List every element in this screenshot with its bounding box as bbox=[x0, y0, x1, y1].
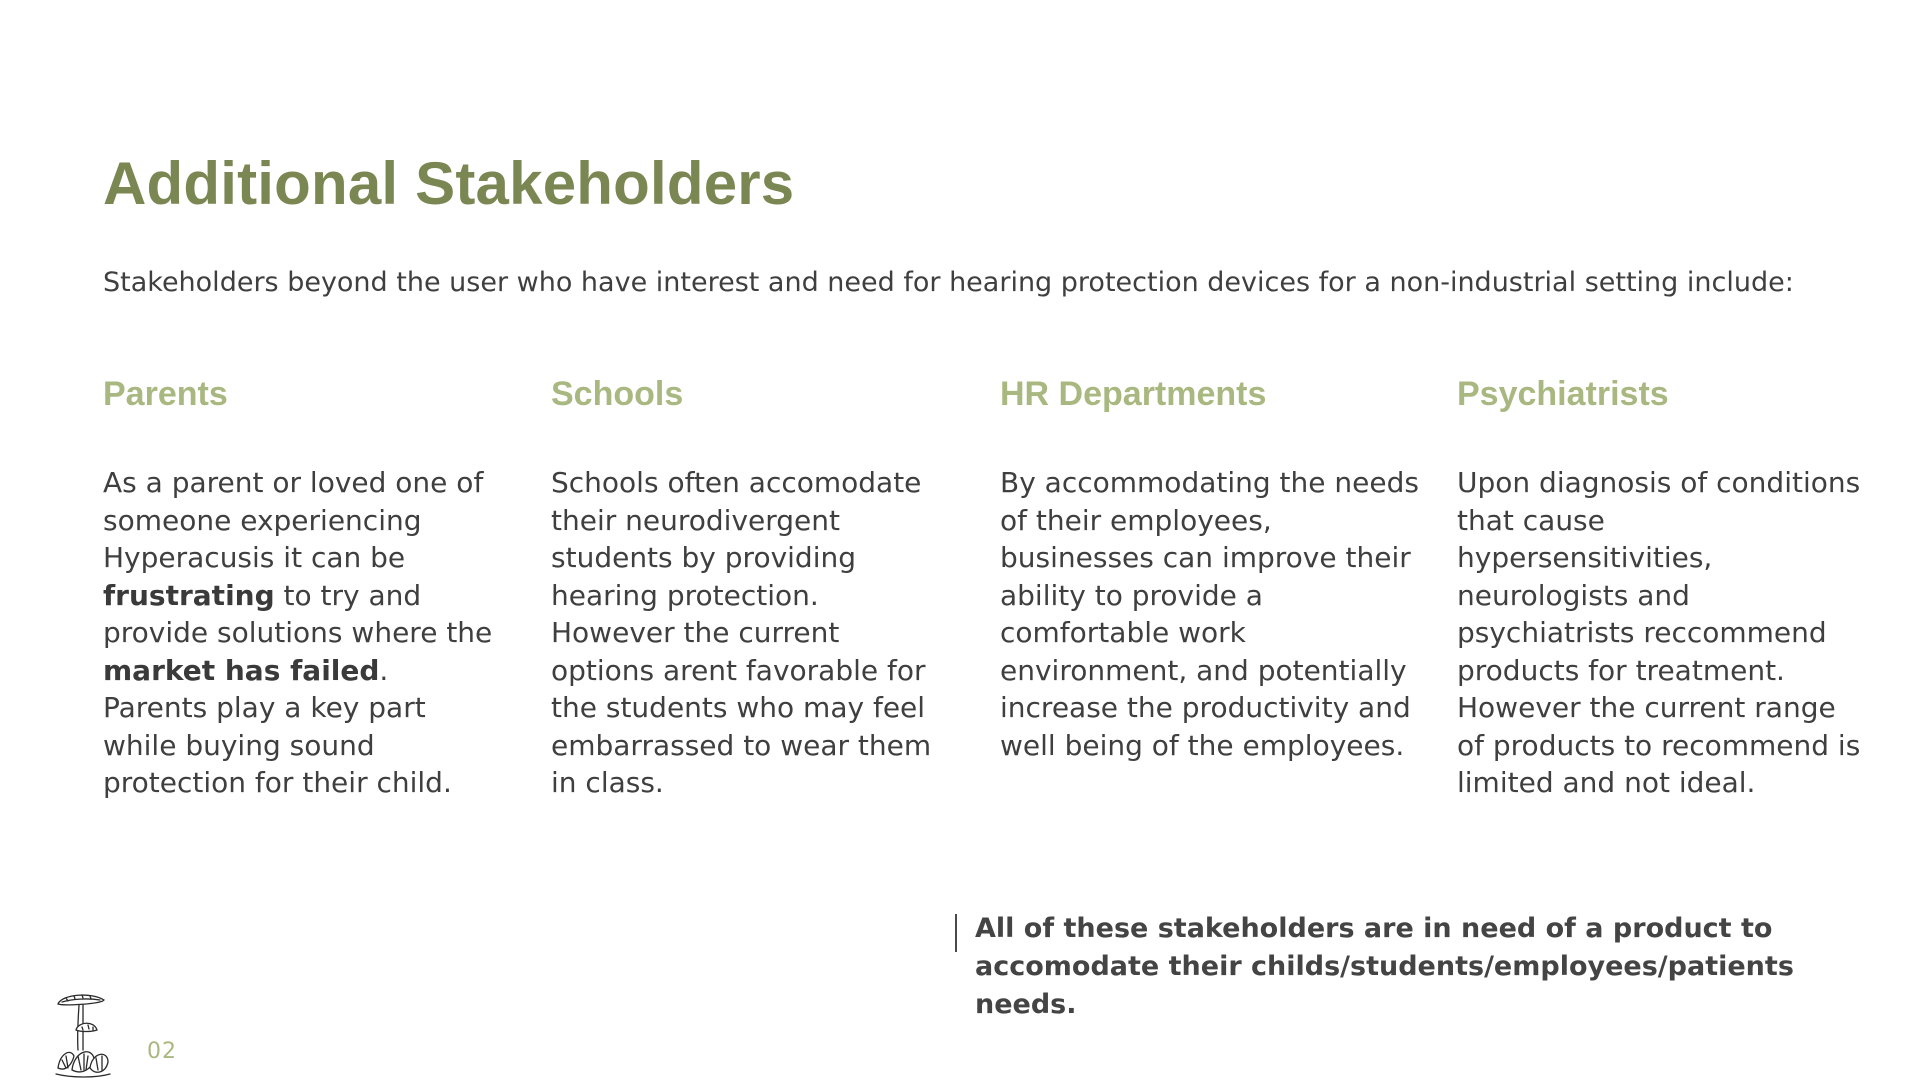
column-heading: Psychiatrists bbox=[1457, 375, 1669, 413]
stakeholder-column-schools bbox=[551, 372, 941, 799]
column-heading: Schools bbox=[551, 375, 684, 413]
column-heading: HR Departments bbox=[1000, 375, 1267, 413]
intro-text: Stakeholders beyond the user who have interest and need for hearing protection devices for a non-industrial setting include: bbox=[103, 267, 1794, 298]
body-emphasis: frustrating bbox=[103, 578, 275, 612]
callout-divider bbox=[955, 914, 957, 952]
stakeholder-column-hr-departments bbox=[1000, 372, 1420, 762]
stakeholder-column-parents bbox=[103, 372, 493, 799]
page-number: 02 bbox=[147, 1039, 177, 1064]
body-text: As a parent or loved one of someone experiencing Hyperacusis it can be bbox=[103, 466, 484, 574]
column-body: By accommodating the needs of their employees, businesses can improve their ability to provide a comfortable work environment, and potentially increase the productivity and well being of the employees. bbox=[1000, 466, 1419, 762]
summary-callout bbox=[955, 910, 1865, 1024]
callout-text: All of these stakeholders are in need of a product to accomodate their childs/students/employees/patients needs. bbox=[975, 913, 1794, 1020]
body-text: . Parents play a key part while buying sound protection for their child. bbox=[103, 653, 452, 799]
column-body bbox=[103, 464, 493, 802]
column-body: Upon diagnosis of conditions that cause hypersensitivities, neurologists and psychiatrists reccommend products for treatment. However the current range of products to recommend is limited and not ideal. bbox=[1457, 466, 1861, 799]
column-heading: Parents bbox=[103, 375, 228, 413]
column-body: Schools often accomodate their neurodivergent students by providing hearing protection. However the current options arent favorable for the students who may feel embarrassed to wear them in class. bbox=[551, 466, 932, 799]
body-text: to try and provide solutions where the bbox=[103, 578, 493, 649]
mushroom-sketch-icon bbox=[52, 990, 114, 1080]
body-emphasis: market has failed bbox=[103, 653, 380, 687]
stakeholder-column-psychiatrists bbox=[1457, 372, 1867, 799]
slide-title: Additional Stakeholders bbox=[103, 150, 795, 217]
